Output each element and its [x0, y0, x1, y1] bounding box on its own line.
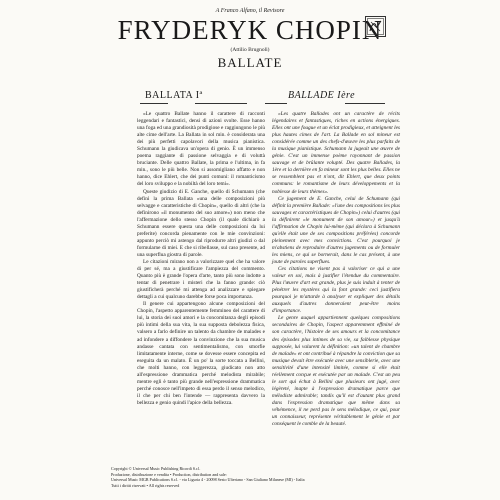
- french-paragraph: Ce jugement de E. Ganche, celui de Schumann (qui définit la première Ballade: «l'une des compositions les plus sauvages et caractéristiques de Chopin») celui d'autres (qui la définirent «le monument de son amour») et jusqu'à l'affirmation de Chopin lui-même (qui déclara à Schumann qu'elle était une de ses compositions préférées) concorde pleinement avec mes convictions. C'est pourquoi je m'abstiens de reproduire d'autres jugements ou de formuler les miens, ce qui se bornerait, dans le cas présent, à une joute de paroles superflues.: [272, 195, 400, 265]
- publisher-logo-graphic: [366, 17, 385, 36]
- french-paragraph: «Les quatre Ballades ont un caractère de récits légendaires et fantastiques, riches en actions énergiques. Elles ont une fougue et un éclat prodigieux, et atteignent les plus hautes cimes de l'art. La Ballade en sol mineur est considérée comme un des chefs-d'œuvre les plus parfaits de la musique pianistique. Schumann la jugeait une œuvre de génie. C'est un immense poème rayonnant de passion sauvage et de brûlante volupté. Des quatre Ballades, la 1ère et la dernière en fa mineur sont les plus belles. Elles ne se ressemblent pas et n'ont, dit Ehlert, que deux points communs: le romantisme de leurs développements et la noblesse de leurs thèmes».: [272, 111, 400, 195]
- italian-paragraph: Il genere cui appartengono alcune composizioni del Chopin, l'aspetto apparentemente femmineo del carattere di lui, la storia dei suoi amori e la concomitanza degli episodi più intimi della sua vita, la sua supposta debolezza fisica, valsero a farlo definire un talento da chambre de malades e ad infondere a diffondere la convinzione che la sua musica andasse cantata con sentimentalismo, con smorfie limitatamente interne, come se dovesse essere concepita ed eseguita da un malato. È un po' la sorte toccata a Bellini, che molti hanno, con leggerezza, giudicato non atto all'espressione drammatica perché melodista mirabile; mentre egli è tanto più grande nell'espressione drammatica perché conosce nell'impeto di essa perdo il senso melodico, il che per chi ben l'intende — rappresenta davvero la bellezza e genio quindi l'apice della bellezza.: [137, 301, 265, 406]
- dedication: A Franco Alfano, il Revisore: [215, 8, 285, 14]
- french-paragraph: Le genre auquel appartiennent quelques compositions secondaires de Chopin, l'aspect apparemment effminé de son caractère, l'histoire de ses amours et la concomitance des épisodes plus intimes de sa vie, sa faiblesse physique supposée, lui valurent la définition: «un talent de chambre de malade» et ont contribué à répandre la conviction que sa musique devait être exécutée avec une sensiblerie, avec une sensitivité d'une intensité limitée, comme si elle était réellement conçue et exécutée par un malade. C'est un peu le sort qui échut à Bellini que plusieurs ont jugé, avec légèreté, inapte à l'expression dramatique parce que mélodiste admirable; tandis qu'il est d'autant plus grand dans l'expression dramatique que même dans sa véhémence, il ne perd pas le sens mélodique, ce qui, pour un connaisseur, représente véritablement le génie et par conséquent le comble de la beauté.: [272, 315, 400, 428]
- footer-line: Copyright © Universal Music Publishing Ricordi S.r.l.: [111, 466, 201, 471]
- composer-name: FRYDERYK CHOPIN: [117, 15, 383, 45]
- italian-paragraph: Le citazioni mirano non a valorizzare quel che ha valore di per sé, ma a giustificare l'ampiezza del commento. Quanto più è grande l'opera d'arte, tanto più sono indotte a tentar di penetrare i misteri che la fanno grande: ciò giustificherà perché mi attenga ad analizzare e spiegare dettagli a cui qualcuno darebbe forse poca importanza.: [137, 258, 265, 301]
- divider: [345, 103, 385, 104]
- french-paragraph: Ces citations ne visent pas à valoriser ce qui a une valeur en soi, mais à justifier l'étendue du commentaire. Plus l'œuvre d'art est grande, plus je suis induit à tenter de pénétrer les mystères qui la font grande: ceci justifiera pourquoi je m'attarde à analyser et expliquer des détails auxquels d'autres donneraient peut-être moins d'importance.: [272, 266, 400, 315]
- editor-credit: (Attilio Brugnoli): [230, 47, 270, 53]
- copyright-footer: [111, 466, 401, 488]
- divider: [140, 103, 168, 104]
- divider: [265, 103, 287, 104]
- footer-line: Produzione, distribuzione e vendita • Production, distribution and sale:: [111, 471, 227, 477]
- divider: [195, 103, 247, 104]
- work-title: BALLATE: [217, 55, 283, 70]
- footer-line: Universal Music MGB Publications S.r.l. - via Liguria 4 - 20098 Sesto Ulteriano - San Giuliano Milanese (MI) - Italia: [111, 477, 305, 483]
- french-heading: BALLADE Ière: [288, 90, 356, 101]
- italian-heading: BALLATA Iª: [145, 90, 203, 101]
- italian-column: [137, 111, 265, 407]
- footer-line: Tutti i diritti riservati • All rights reserved: [111, 482, 180, 488]
- italian-paragraph: Queste giudizio di E. Ganche, quello di Schumann (che definì la prima Ballata «una delle composizioni più selvagge e caratteristiche di Chopin», quello di altri (che la definirono «il monumento del suo amore») non meno che l'affermazione dello stesso Chopin (il quale dichiarò a Schumann essere questa una delle composizioni da lui preferite) concorda pienamente con le mie convinzioni: appunto perciò mi astengo dal riprodurre altri giudizi o dal formularne di miei. E che si ribellasse, sul caso presente, ad una superflua giostra di parole.: [137, 188, 265, 258]
- french-column: [272, 111, 400, 428]
- italian-paragraph: «Le quattro Ballate hanno il carattere di racconti leggendari e fantastici, densi di azioni svolte. Esse hanno una foga ed una grandiosità prodigiose e raggiungono le più alte cime dell'arte. La Ballata in sol min. è considerata una dei più perfetti capolavori della musica pianistica. Schumann la giudicava un'opera di genio. È un immenso poema raggiante di passione selvaggia e di voluttà bruciante. Delle quattro Ballate, la prima e l'ultima, in fa min., sono le più belle. Non si assomigliano affatto e non hanno, dice Ehlert, che dei punti comuni: il romanticismo del loro sviluppo e la nobiltà del loro temi».: [137, 111, 265, 188]
- publisher-logo-icon: [365, 16, 386, 37]
